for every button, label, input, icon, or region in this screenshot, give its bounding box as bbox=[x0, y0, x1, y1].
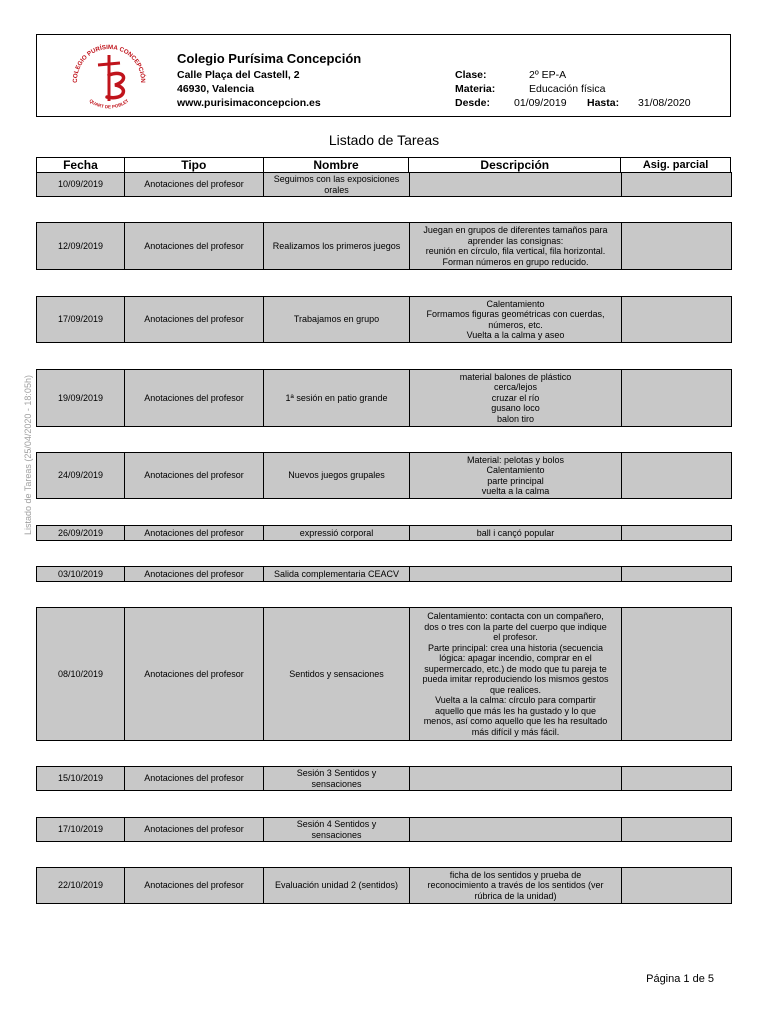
nombre-cell: Salida complementaria CEACV bbox=[264, 567, 410, 582]
task-row bbox=[36, 296, 732, 343]
task-row bbox=[36, 369, 732, 427]
clase-label: Clase: bbox=[455, 69, 487, 81]
list-title: Listado de Tareas bbox=[328, 132, 440, 148]
logo-bottom-text: QUART DE POBLET bbox=[88, 98, 130, 110]
descripcion-cell: Material: pelotas y bolos Calentamiento parte principal vuelta a la calma bbox=[410, 453, 622, 499]
task-row bbox=[36, 452, 732, 499]
fecha-cell: 17/10/2019 bbox=[37, 818, 125, 842]
task-row bbox=[36, 172, 732, 197]
header-fecha: Fecha bbox=[37, 158, 125, 173]
tipo-cell: Anotaciones del profesor bbox=[125, 526, 264, 541]
asig-parcial-cell bbox=[622, 453, 732, 499]
school-address-city: 46930, Valencia bbox=[177, 83, 255, 95]
task-row bbox=[36, 566, 732, 582]
nombre-cell: Realizamos los primeros juegos bbox=[264, 223, 410, 270]
tipo-cell: Anotaciones del profesor bbox=[125, 453, 264, 499]
fecha-cell: 17/09/2019 bbox=[37, 297, 125, 343]
tipo-cell: Anotaciones del profesor bbox=[125, 370, 264, 427]
task-row bbox=[36, 867, 732, 904]
side-label: Listado de Tareas (25/04/2020 - 18:05h) bbox=[23, 375, 33, 535]
fecha-cell: 15/10/2019 bbox=[37, 767, 125, 791]
desde-label: Desde: bbox=[455, 97, 491, 109]
asig-parcial-cell bbox=[622, 173, 732, 197]
school-logo bbox=[67, 41, 151, 113]
tipo-cell: Anotaciones del profesor bbox=[125, 767, 264, 791]
nombre-cell: Sesión 3 Sentidos y sensaciones bbox=[264, 767, 410, 791]
header-tipo: Tipo bbox=[124, 158, 263, 173]
task-row bbox=[36, 607, 732, 741]
fecha-cell: 08/10/2019 bbox=[37, 608, 125, 741]
asig-parcial-cell bbox=[622, 223, 732, 270]
descripcion-cell bbox=[410, 173, 622, 197]
asig-parcial-cell bbox=[622, 608, 732, 741]
materia-label: Materia: bbox=[455, 83, 496, 95]
descripcion-cell bbox=[410, 567, 622, 582]
page-number: Página 1 de 5 bbox=[646, 973, 714, 985]
fecha-cell: 03/10/2019 bbox=[37, 567, 125, 582]
descripcion-cell: material balones de plástico cerca/lejos cruzar el río gusano loco balon tiro bbox=[410, 370, 622, 427]
task-row bbox=[36, 766, 732, 791]
hasta-label: Hasta: bbox=[587, 97, 620, 109]
logo-arc-text: COLEGIO PURÍSIMA CONCEPCIÓN bbox=[71, 43, 147, 83]
tipo-cell: Anotaciones del profesor bbox=[125, 818, 264, 842]
asig-parcial-cell bbox=[622, 767, 732, 791]
school-address-street: Calle Plaça del Castell, 2 bbox=[177, 69, 300, 81]
descripcion-cell: ficha de los sentidos y prueba de reconocimiento a través de los sentidos (ver rúbrica de la unidad) bbox=[410, 868, 622, 904]
nombre-cell: Sentidos y sensaciones bbox=[264, 608, 410, 741]
descripcion-cell: Juegan en grupos de diferentes tamaños para aprender las consignas: reunión en círculo, fila vertical, fila horizontal. Forman números en grupo reducido. bbox=[410, 223, 622, 270]
task-row bbox=[36, 817, 732, 842]
fecha-cell: 19/09/2019 bbox=[37, 370, 125, 427]
nombre-cell: Trabajamos en grupo bbox=[264, 297, 410, 343]
asig-parcial-cell bbox=[622, 370, 732, 427]
hasta-value: 31/08/2020 bbox=[638, 97, 691, 109]
nombre-cell: Seguimos con las exposiciones orales bbox=[264, 173, 410, 197]
clase-value: 2º EP-A bbox=[529, 69, 567, 81]
tipo-cell: Anotaciones del profesor bbox=[125, 173, 264, 197]
school-name: Colegio Purísima Concepción bbox=[177, 51, 362, 66]
nombre-cell: Evaluación unidad 2 (sentidos) bbox=[264, 868, 410, 904]
materia-value: Educación física bbox=[529, 83, 606, 95]
tipo-cell: Anotaciones del profesor bbox=[125, 223, 264, 270]
nombre-cell: Sesión 4 Sentidos y sensaciones bbox=[264, 818, 410, 842]
asig-parcial-cell bbox=[622, 297, 732, 343]
task-row bbox=[36, 525, 732, 541]
descripcion-cell bbox=[410, 818, 622, 842]
tipo-cell: Anotaciones del profesor bbox=[125, 868, 264, 904]
fecha-cell: 22/10/2019 bbox=[37, 868, 125, 904]
tipo-cell: Anotaciones del profesor bbox=[125, 297, 264, 343]
nombre-cell: 1ª sesión en patio grande bbox=[264, 370, 410, 427]
task-row bbox=[36, 222, 732, 270]
fecha-cell: 10/09/2019 bbox=[37, 173, 125, 197]
asig-parcial-cell bbox=[622, 526, 732, 541]
header-nombre: Nombre bbox=[263, 158, 409, 173]
fecha-cell: 24/09/2019 bbox=[37, 453, 125, 499]
document-header bbox=[36, 34, 731, 117]
nombre-cell: Nuevos juegos grupales bbox=[264, 453, 410, 499]
nombre-cell: expressió corporal bbox=[264, 526, 410, 541]
column-header bbox=[36, 157, 731, 173]
descripcion-cell: ball i cançó popular bbox=[410, 526, 622, 541]
school-website: www.purisimaconcepcion.es bbox=[177, 97, 321, 109]
asig-parcial-cell bbox=[622, 567, 732, 582]
descripcion-cell bbox=[410, 767, 622, 791]
header-asig-parcial: Asig. parcial bbox=[621, 158, 731, 173]
asig-parcial-cell bbox=[622, 818, 732, 842]
asig-parcial-cell bbox=[622, 868, 732, 904]
tipo-cell: Anotaciones del profesor bbox=[125, 567, 264, 582]
fecha-cell: 26/09/2019 bbox=[37, 526, 125, 541]
header-descripcion: Descripción bbox=[409, 158, 621, 173]
desde-value: 01/09/2019 bbox=[514, 97, 567, 109]
descripcion-cell: Calentamiento Formamos figuras geométricas con cuerdas, números, etc. Vuelta a la calma y aseo bbox=[410, 297, 622, 343]
fecha-cell: 12/09/2019 bbox=[37, 223, 125, 270]
tipo-cell: Anotaciones del profesor bbox=[125, 608, 264, 741]
descripcion-cell: Calentamiento: contacta con un compañero, dos o tres con la parte del cuerpo que indique el profesor. Parte principal: crea una historia (secuencia lógica: apagar incendio, comprar en el supermercado, etc.) de modo que tu pareja te pueda imitar reproduciendo los mismos gestos que realices. Vuelta a la calma: círculo para compartir aquello que más les ha gustado y lo que menos, así como aquello que les ha resultado más difícil y más fácil. bbox=[410, 608, 622, 741]
